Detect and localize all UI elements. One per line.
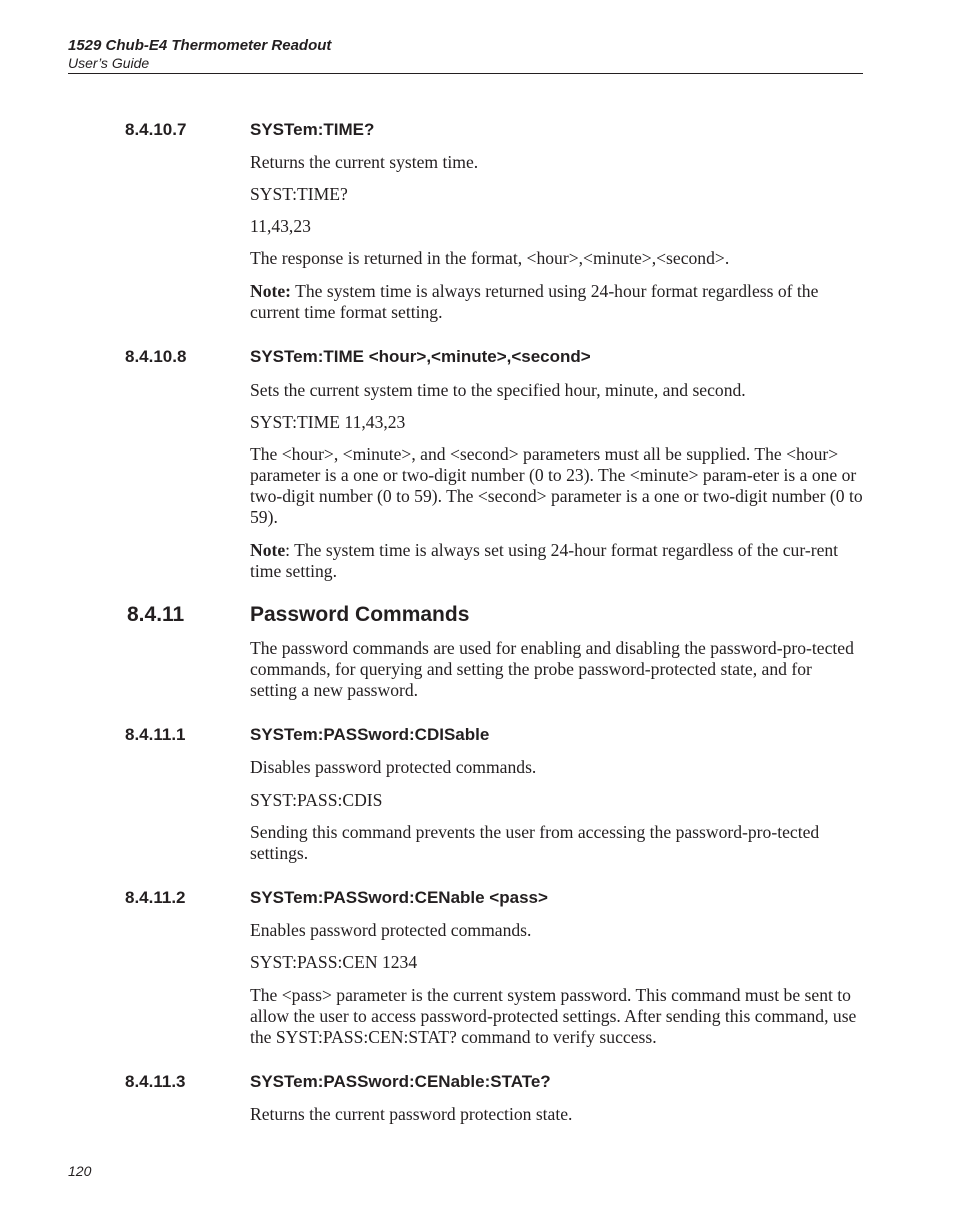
section-title: SYSTem:PASSword:CENable:STATe? [250,1072,551,1091]
command-example: SYST:TIME? [250,184,348,204]
paragraph: Returns the current system time. [250,152,479,172]
page-number: 120 [68,1163,92,1179]
note-text: : The system time is always set using 24-hour format regardless of the cur-rent time setting. [250,540,839,581]
note [250,540,863,582]
section-number: 8.4.10.8 [125,347,187,366]
command-example: SYST:TIME 11,43,23 [250,412,406,432]
page-header [68,37,863,71]
paragraph: The password commands are used for enabling and disabling the password-pro-tected commands, for querying and setting the probe password-protected state, and for setting a new password. [250,638,854,700]
command-example: SYST:PASS:CEN 1234 [250,952,418,972]
command-example: SYST:PASS:CDIS [250,790,383,810]
section-title: SYSTem:PASSword:CDISable [250,725,490,744]
section-title: Password Commands [250,603,470,626]
section-number: 8.4.11 [127,603,185,626]
header-divider [68,73,863,74]
paragraph: Sets the current system time to the specified hour, minute, and second. [250,380,746,400]
note [250,281,863,323]
document-subtitle: User’s Guide [68,55,150,71]
section-number: 8.4.11.3 [125,1072,186,1091]
paragraph: Returns the current password protection state. [250,1104,573,1124]
paragraph: The <hour>, <minute>, and <second> parameters must all be supplied. The <hour> parameter is a one or two-digit number (0 to 23). The <minute> param-eter is a one or two-digit number (0 to 59). The <second> parameter is a one or two-digit number (0 to 59). [250,444,863,527]
note-label: Note: [250,281,292,301]
section-title: SYSTem:TIME <hour>,<minute>,<second> [250,347,591,366]
paragraph: The response is returned in the format, <hour>,<minute>,<second>. [250,248,730,268]
note-text: The system time is always returned using 24-hour format regardless of the current time format setting. [250,281,819,322]
response-example: 11,43,23 [250,216,311,236]
section-number: 8.4.11.2 [125,888,186,907]
note-label: Note [250,540,286,560]
paragraph: Enables password protected commands. [250,920,532,940]
section-number: 8.4.10.7 [125,120,187,139]
section-number: 8.4.11.1 [125,725,186,744]
document-title: 1529 Chub-E4 Thermometer Readout [68,37,332,54]
paragraph: Sending this command prevents the user from accessing the password-pro-tected settings. [250,822,820,863]
paragraph: Disables password protected commands. [250,757,537,777]
section-title: SYSTem:TIME? [250,120,375,139]
paragraph: The <pass> parameter is the current system password. This command must be sent to allow the user to access password-protected settings. After sending this command, use the SYST:PASS:CEN:STAT? command to verify success. [250,985,857,1047]
section-title: SYSTem:PASSword:CENable <pass> [250,888,548,907]
